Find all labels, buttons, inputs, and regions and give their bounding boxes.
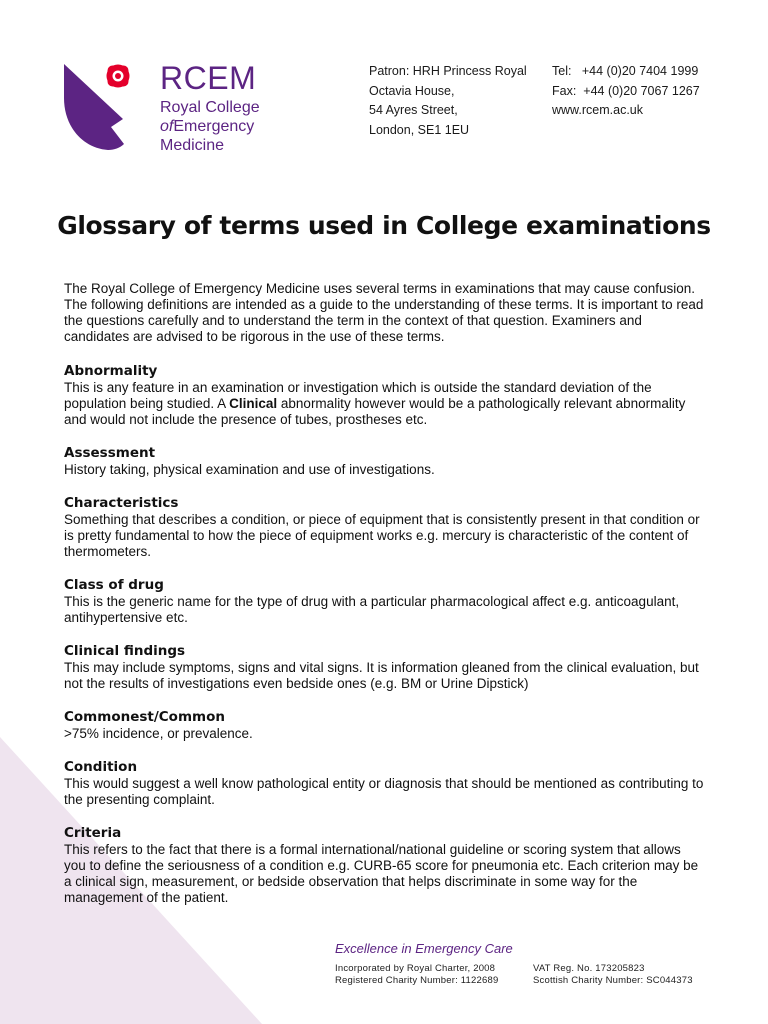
glossary-term: Class of drug xyxy=(64,577,164,593)
footer-registration xyxy=(335,963,693,987)
glossary-definition: >75% incidence, or prevalence. xyxy=(64,726,253,741)
glossary-term: Abnormality xyxy=(64,363,158,379)
glossary-term: Assessment xyxy=(64,445,156,461)
definition-part: abnormality however would be a pathologically relevant abnormality and would not include the presence of tubes, prostheses etc. xyxy=(64,396,686,427)
logo-emergency: Emergency xyxy=(173,118,255,135)
definition-part: This is any feature in an examination or investigation which is outside the standard deviation of the population being studied. A xyxy=(64,380,652,411)
glossary-entry-characteristics xyxy=(64,495,704,560)
postal-address xyxy=(369,62,527,140)
fax-label: Fax: xyxy=(552,83,577,98)
footer-tagline: Excellence in Emergency Care xyxy=(335,941,513,956)
logo-abbreviation: RCEM xyxy=(160,60,257,96)
glossary-definition: This refers to the fact that there is a formal international/national guideline or scoring system that allows you to define the seriousness of a condition e.g. CURB-65 score for pneumonia etc. Each criterion may be a clinical sign, measurement, or bedside observation that helps discriminate in some way for the management of the patient. xyxy=(64,842,699,905)
glossary-definition xyxy=(64,380,704,428)
page-footer xyxy=(335,941,693,987)
logo-of: of xyxy=(160,118,174,135)
patron-line: Patron: HRH Princess Royal xyxy=(369,64,527,78)
address-line-2: 54 Ayres Street, xyxy=(369,103,458,117)
glossary-term: Condition xyxy=(64,759,138,775)
glossary-definition: This is the generic name for the type of drug with a particular pharmacological affect e.g. anticoagulant, antihypertensive etc. xyxy=(64,594,680,625)
rcem-shield-logo-icon xyxy=(62,60,158,156)
glossary-term: Clinical findings xyxy=(64,643,186,659)
address-line-1: Octavia House, xyxy=(369,83,455,98)
royal-charter-text: Incorporated by Royal Charter, 2008 xyxy=(335,963,496,974)
website-link[interactable]: www.rcem.ac.uk xyxy=(552,103,643,117)
glossary-entry-commonest xyxy=(64,709,704,742)
logo-line-3: Medicine xyxy=(160,137,225,154)
logo-line-2 xyxy=(160,117,260,136)
glossary-term: Characteristics xyxy=(64,495,179,511)
fax xyxy=(552,82,700,102)
glossary-definition: History taking, physical examination and use of investigations. xyxy=(64,462,435,477)
glossary-entry-assessment xyxy=(64,445,704,478)
vat-number-text: VAT Reg. No. 173205823 xyxy=(533,963,645,974)
glossary-body xyxy=(64,281,704,923)
tel-number: +44 (0)20 7404 1999 xyxy=(581,64,699,78)
telephone xyxy=(552,62,700,82)
logo-line-1: Royal College xyxy=(160,99,260,116)
glossary-entry-abnormality xyxy=(64,363,704,428)
charity-number-text: Registered Charity Number: 1122689 xyxy=(335,975,499,986)
rcem-logotype xyxy=(160,62,260,155)
scottish-charity-text: Scottish Charity Number: SC044373 xyxy=(533,975,693,986)
glossary-entry-clinical-findings xyxy=(64,643,704,692)
definition-emphasis: Clinical xyxy=(229,396,278,411)
glossary-entry-criteria xyxy=(64,825,704,906)
address-line-3: London, SE1 1EU xyxy=(369,122,470,137)
glossary-definition: This may include symptoms, signs and vital signs. It is information gleaned from the clinical evaluation, but not the results of investigations even bedside ones (e.g. BM or Urine Dipstick) xyxy=(64,660,699,691)
contact-details xyxy=(552,62,700,121)
glossary-definition: This would suggest a well know pathological entity or diagnosis that should be mentioned as contributing to the presenting complaint. xyxy=(64,776,704,807)
glossary-definition: Something that describes a condition, or piece of equipment that is consistently present in that condition or is pretty fundamental to how the piece of equipment works e.g. mercury is characteristic of the content of thermometers. xyxy=(64,512,700,559)
intro-paragraph: The Royal College of Emergency Medicine uses several terms in examinations that may cause confusion. The following definitions are intended as a guide to the understanding of these terms. It is important to read the questions carefully and to understand the term in the context of that question. Examiners and candidates are advised to be rigorous in the use of these terms. xyxy=(64,281,704,344)
glossary-entry-class-of-drug xyxy=(64,577,704,626)
tel-label: Tel: xyxy=(552,64,572,78)
fax-number: +44 (0)20 7067 1267 xyxy=(583,83,700,98)
page-title: Glossary of terms used in College examinations xyxy=(57,211,711,240)
rcem-logo xyxy=(62,60,282,156)
glossary-term: Commonest/Common xyxy=(64,709,225,725)
glossary-term: Criteria xyxy=(64,825,122,841)
glossary-entry-condition xyxy=(64,759,704,808)
